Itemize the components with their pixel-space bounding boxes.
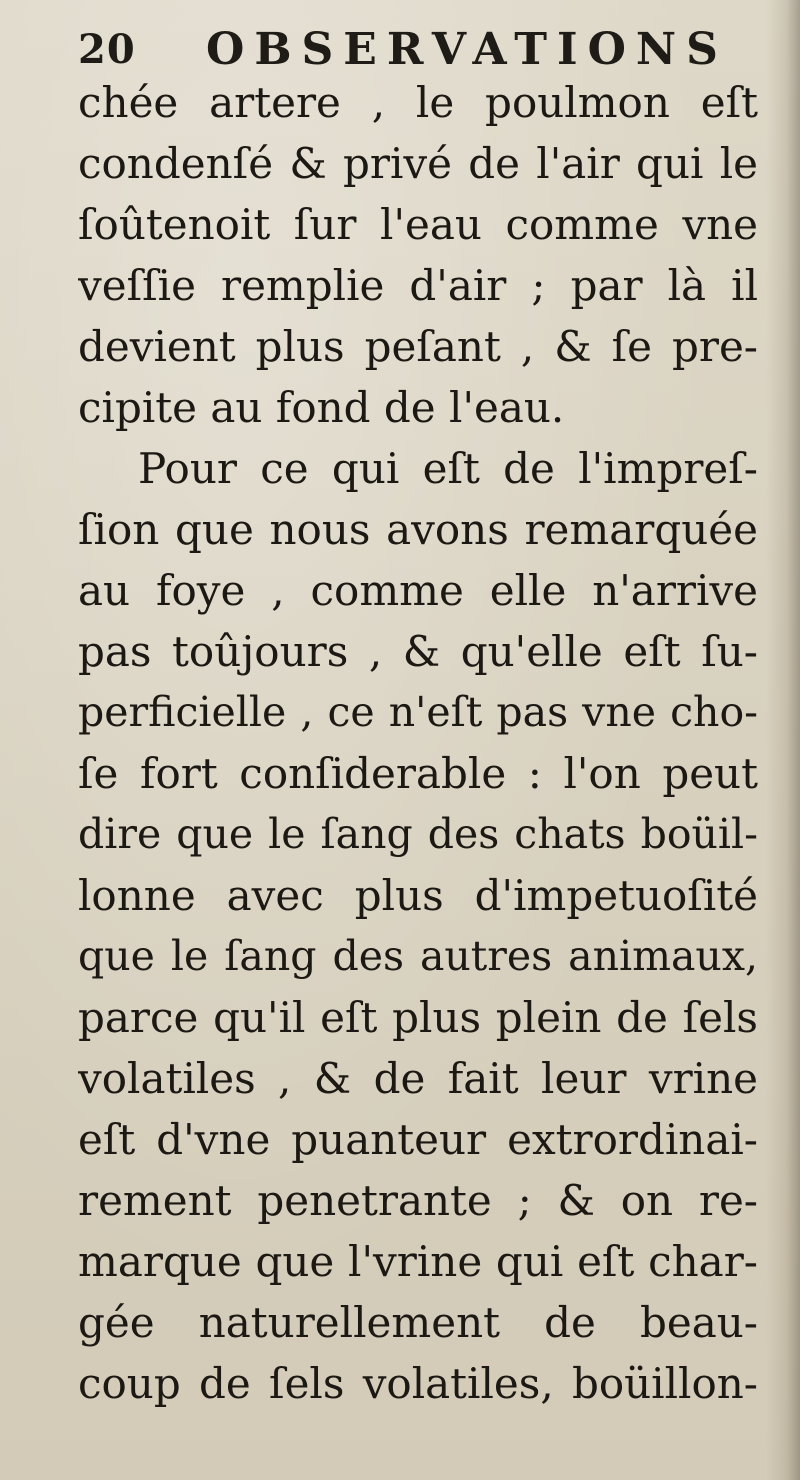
text-line: eſt d'vne puanteur extrordinai- (78, 1115, 758, 1164)
text-line: dire que le ſang des chats boüil- (78, 810, 758, 858)
text-line: perficielle , ce n'eſt pas vne cho- (78, 688, 758, 736)
text-line: au foye , comme elle n'arrive (78, 566, 758, 615)
text-line: devient plus peſant , & ſe pre- (78, 322, 758, 371)
text-line: que le ſang des autres animaux, (78, 932, 758, 980)
text-line: coup de ſels volatiles, boüillon- (78, 1359, 758, 1408)
text-line: ſe fort conſiderable : l'on peut (78, 749, 758, 798)
text-line: pas toûjours , & qu'elle eſt ſu- (78, 627, 758, 676)
page-number: 20 (78, 26, 136, 73)
text-line: rement penetrante ; & on re- (78, 1176, 758, 1225)
text-line: gée naturellement de beau- (78, 1298, 758, 1347)
text-line: parce qu'il eſt plus plein de ſels (78, 993, 758, 1042)
running-title: OBSERVATIONS (206, 24, 728, 75)
text-line: volatiles , & de fait leur vrine (78, 1054, 758, 1103)
text-line: cipite au fond de l'eau. (78, 383, 565, 432)
text-line: condenſé & privé de l'air qui le (78, 139, 758, 188)
paragraph-first-line: Pour ce qui eſt de l'impreſ- (138, 444, 758, 493)
page-gutter-shadow (766, 0, 800, 1480)
text-line: veſſie remplie d'air ; par là il (78, 261, 758, 310)
text-line: ſion que nous avons remarquée (78, 505, 758, 554)
text-line: chée artere , le poulmon eſt (78, 78, 758, 127)
text-line: ſoûtenoit ſur l'eau comme vne (78, 200, 758, 249)
text-line: lonne avec plus d'impetuoſité (78, 871, 758, 920)
text-line: marque que l'vrine qui eſt char- (78, 1237, 758, 1286)
body-text (78, 72, 758, 1414)
page-header (78, 22, 758, 76)
